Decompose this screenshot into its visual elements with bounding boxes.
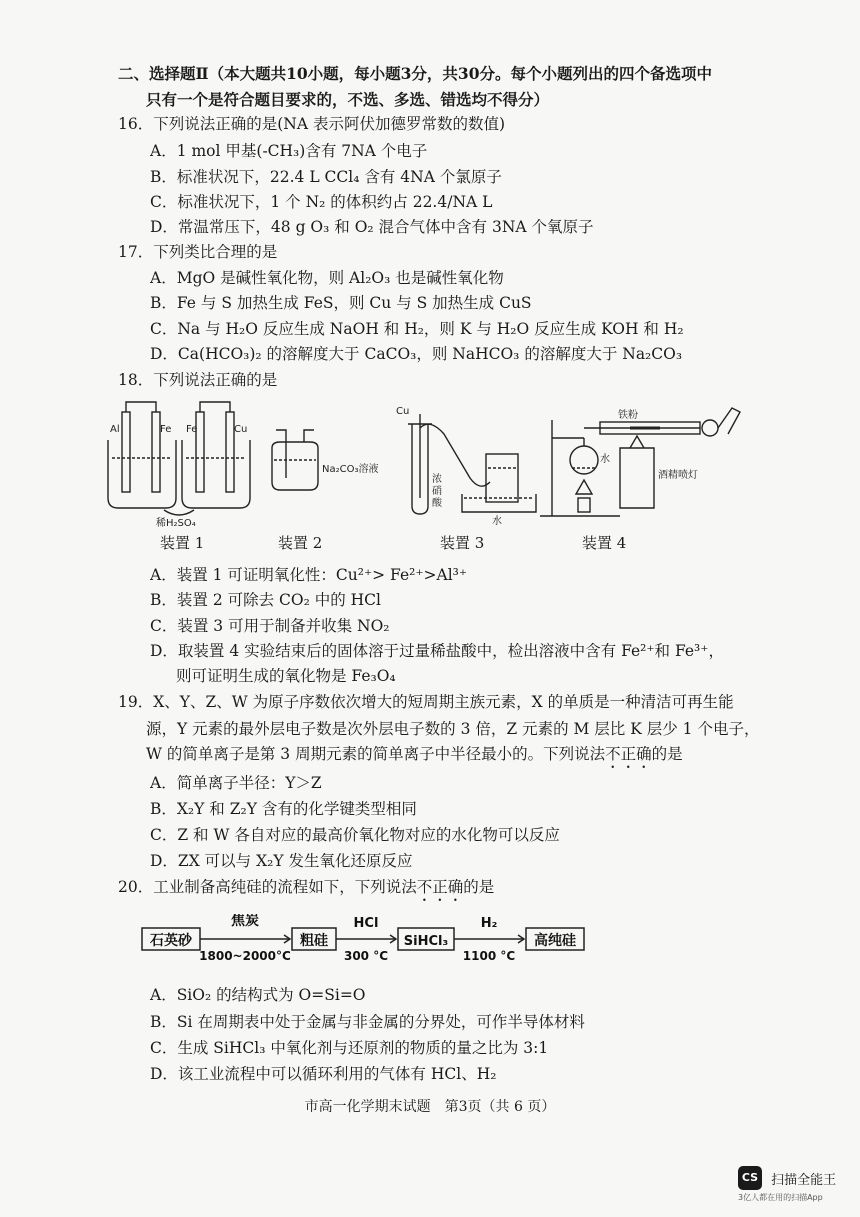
q17-option-b: B．Fe 与 S 加热生成 FeS，则 Cu 与 S 加热生成 CuS xyxy=(150,294,532,312)
flow-arrow1-reagent: 焦炭 xyxy=(231,914,259,929)
q19-emphasis: 不正确 xyxy=(605,745,652,763)
flow-arrow2-temp: 300 °C xyxy=(343,949,389,963)
d3-acid-2: 硝 xyxy=(432,486,442,497)
section-title-line2: 只有一个是符合题目要求的，不选、多选、错选均不得分） xyxy=(146,90,550,109)
d4-lamp-label: 酒精喷灯 xyxy=(658,470,698,481)
silicon-flow-diagram xyxy=(140,914,600,966)
flow-box-quartz: 石英砂 xyxy=(150,933,192,949)
q16-option-a: A．1 mol 甲基(-CH₃)含有 7NA 个电子 xyxy=(150,142,428,160)
q19-stem-end: 的是 xyxy=(651,745,683,763)
scanner-app-name: 扫描全能王 xyxy=(771,1172,837,1188)
q18-option-a: A．装置 1 可证明氧化性：Cu²⁺> Fe²⁺>Al³⁺ xyxy=(150,566,468,584)
section-title-line1: 二、选择题Ⅱ（本大题共10小题，每小题3分，共30分。每个小题列出的四个备选项中 xyxy=(118,64,712,83)
device-4-caption: 装置 4 xyxy=(582,534,627,552)
q18-stem: 18．下列说法正确的是 xyxy=(118,371,278,389)
q17-option-c: C．Na 与 H₂O 反应生成 NaOH 和 H₂，则 K 与 H₂O 反应生成 KOH 和 H₂ xyxy=(150,320,684,338)
q19-stem-line2: 源，Y 元素的最外层电子数是次外层电子数的 3 倍，Z 元素的 M 层比 K 层少 1 个电子， xyxy=(146,720,760,738)
flow-box-sihcl3: SiHCl₃ xyxy=(403,934,449,949)
d1-fe-label-2: Fe xyxy=(186,424,198,435)
scanner-watermark xyxy=(738,1166,836,1203)
flow-arrow1-temp: 1800~2000°C xyxy=(199,949,291,963)
d3-water-label: 水 xyxy=(492,516,502,527)
q18-option-b: B．装置 2 可除去 CO₂ 中的 HCl xyxy=(150,591,382,609)
q16-stem: 16．下列说法正确的是(NA 表示阿伏加德罗常数的数值) xyxy=(118,115,506,133)
q20-stem-part: 20．工业制备高纯硅的流程如下，下列说法 xyxy=(118,878,417,896)
device-3-caption: 装置 3 xyxy=(440,534,485,552)
d3-acid-3: 酸 xyxy=(432,498,442,509)
q20-stem-end: 的是 xyxy=(463,878,495,896)
q16-option-c: C．标准状况下，1 个 N₂ 的体积约占 22.4/NA L xyxy=(150,193,493,211)
q19-option-b: B．X₂Y 和 Z₂Y 含有的化学键类型相同 xyxy=(150,800,417,818)
q18-option-c: C．装置 3 可用于制备并收集 NO₂ xyxy=(150,617,390,635)
q17-stem: 17．下列类比合理的是 xyxy=(118,243,278,261)
device-1-caption: 装置 1 xyxy=(160,534,205,552)
q20-option-a: A．SiO₂ 的结构式为 O=Si=O xyxy=(150,986,366,1004)
q18-option-d: D．取装置 4 实验结束后的固体溶于过量稀盐酸中，检出溶液中含有 Fe²⁺和 Fe³⁺， xyxy=(150,642,724,660)
d4-water-label: 水 xyxy=(600,454,610,465)
flow-arrow3-reagent: H₂ xyxy=(480,916,498,931)
d3-acid-1: 浓 xyxy=(432,474,442,485)
q19-stem-line3 xyxy=(146,744,683,772)
page-footer: 市高一化学期末试题 第3页（共 6 页） xyxy=(304,1099,556,1115)
flow-arrow3-temp: 1100 °C xyxy=(462,949,516,963)
q16-option-d: D．常温常压下，48 g O₃ 和 O₂ 混合气体中含有 3NA 个氧原子 xyxy=(150,218,594,236)
q20-option-c: C．生成 SiHCl₃ 中氧化剂与还原剂的物质的量之比为 3:1 xyxy=(150,1039,549,1057)
d1-acid-label: 稀H₂SO₄ xyxy=(156,518,196,528)
flow-arrow2-reagent: HCl xyxy=(353,916,379,931)
d3-cu-label: Cu xyxy=(396,406,410,417)
q19-option-a: A．简单离子半径：Y＞Z xyxy=(150,774,322,792)
q16-option-b: B．标准状况下，22.4 L CCl₄ 含有 4NA 个氯原子 xyxy=(150,168,502,186)
q20-option-b: B．Si 在周期表中处于金属与非金属的分界处，可作半导体材料 xyxy=(150,1013,585,1031)
scanner-tagline: 3亿人都在用的扫描App xyxy=(738,1193,823,1202)
q19-stem-part: W 的简单离子是第 3 周期元素的简单离子中半径最小的。下列说法 xyxy=(146,745,606,763)
d2-solution-label: Na₂CO₃溶液 xyxy=(322,464,379,475)
d1-fe-label-1: Fe xyxy=(160,424,172,435)
q20-emphasis: 不正确 xyxy=(416,878,464,896)
d4-iron-label: 铁粉 xyxy=(618,410,638,421)
q18-option-d-cont: 则可证明生成的氧化物是 Fe₃O₄ xyxy=(176,667,396,685)
d1-cu-label: Cu xyxy=(234,424,248,435)
q17-option-d: D．Ca(HCO₃)₂ 的溶解度大于 CaCO₃，则 NaHCO₃ 的溶解度大于 Na₂CO₃ xyxy=(150,345,683,363)
flow-box-pure-si: 高纯硅 xyxy=(534,933,576,949)
q20-stem xyxy=(118,877,494,905)
flow-box-crude-si: 粗硅 xyxy=(300,933,328,949)
q18-apparatus-figure xyxy=(100,398,760,528)
q17-option-a: A．MgO 是碱性氧化物，则 Al₂O₃ 也是碱性氧化物 xyxy=(150,269,504,287)
device-2-caption: 装置 2 xyxy=(278,534,323,552)
q20-option-d: D．该工业流程中可以循环利用的气体有 HCl、H₂ xyxy=(150,1065,497,1083)
scanner-logo-icon: CS xyxy=(738,1166,762,1190)
q19-option-d: D．ZX 可以与 X₂Y 发生氧化还原反应 xyxy=(150,852,413,870)
q19-stem-line1: 19．X、Y、Z、W 为原子序数依次增大的短周期主族元素，X 的单质是一种清洁可再生能 xyxy=(118,693,734,711)
d1-al-label: Al xyxy=(110,424,120,435)
q19-option-c: C．Z 和 W 各自对应的最高价氧化物对应的水化物可以反应 xyxy=(150,826,560,844)
